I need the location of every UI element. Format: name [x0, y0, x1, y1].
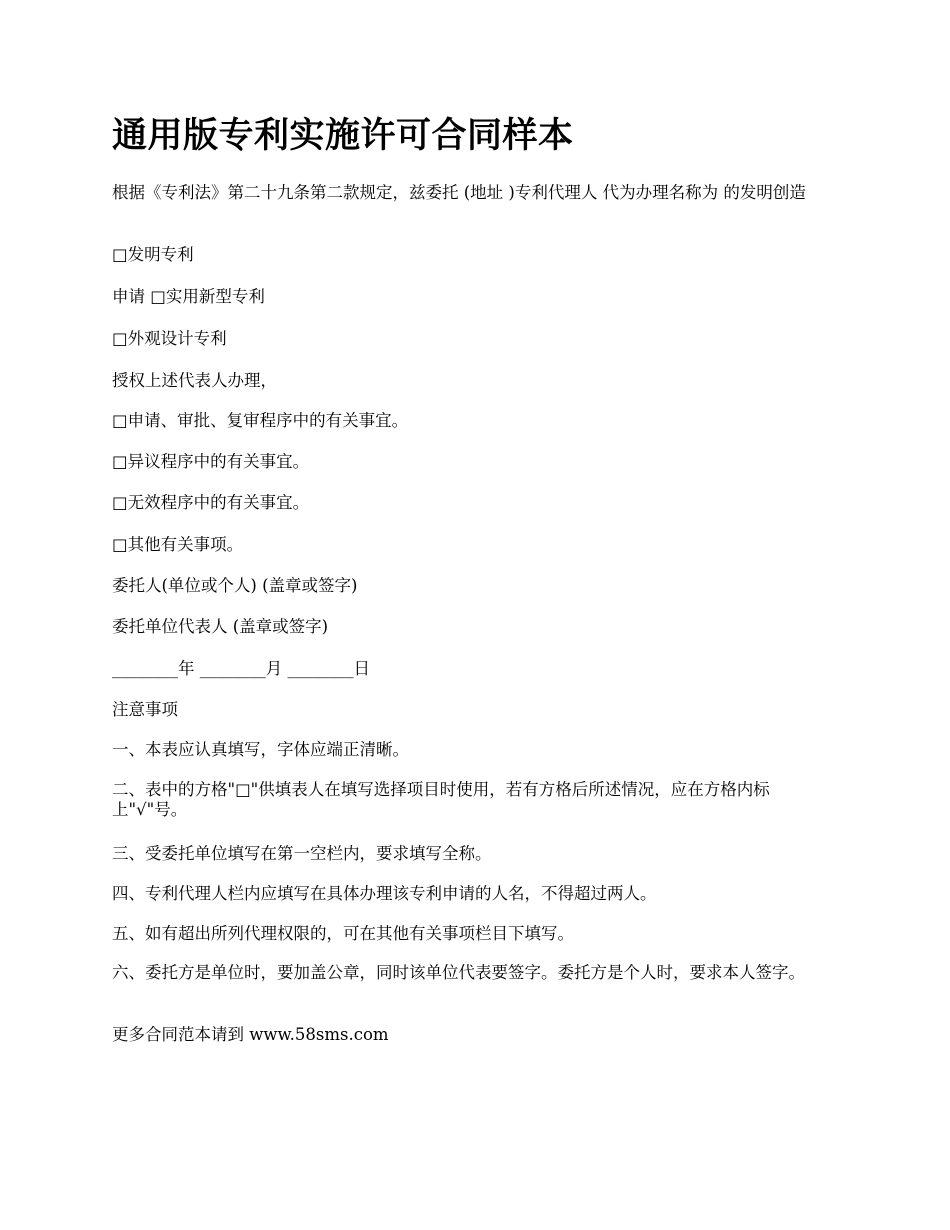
- note-item-6: 六、委托方是单位时，要加盖公章，同时该单位代表要签字。委托方是个人时，要求本人签字。: [112, 963, 805, 982]
- item-other-matters: □其他有关事项。: [112, 535, 244, 554]
- footer-link-text: 更多合同范本请到 www.58sms.com: [112, 1025, 389, 1044]
- option-invention-patent: □发明专利: [112, 245, 194, 264]
- item-application-review: □申请、审批、复审程序中的有关事宜。: [112, 411, 409, 430]
- note-item-1: 一、本表应认真填写，字体应端正清晰。: [112, 740, 409, 759]
- item-opposition: □异议程序中的有关事宜。: [112, 452, 310, 471]
- option-design-patent: □外观设计专利: [112, 329, 227, 348]
- date-line: ________年 ________月 ________日: [112, 659, 370, 678]
- note-item-4: 四、专利代理人栏内应填写在具体办理该专利申请的人名，不得超过两人。: [112, 884, 657, 903]
- notes-heading: 注意事项: [112, 700, 178, 719]
- authorization-statement: 授权上述代表人办理，: [112, 371, 277, 390]
- note-item-5: 五、如有超出所列代理权限的，可在其他有关事项栏目下填写。: [112, 924, 574, 943]
- note-item-2: 二、表中的方格"□"供填表人在填写选择项目时使用，若有方格后所述情况，应在方格内标上"√"号。: [112, 780, 770, 819]
- representative-signature-line: 委托单位代表人 (盖章或签字): [112, 617, 329, 636]
- item-invalidation: □无效程序中的有关事宜。: [112, 493, 310, 512]
- option-utility-model-patent: 申请 □实用新型专利: [112, 287, 265, 306]
- document-title: 通用版专利实施许可合同样本: [112, 116, 574, 156]
- client-signature-line: 委托人(单位或个人) (盖章或签字): [112, 576, 358, 595]
- intro-paragraph: 根据《专利法》第二十九条第二款规定，兹委托 (地址 )专利代理人 代为办理名称为 的发明创造: [112, 183, 806, 202]
- note-item-3: 三、受委托单位填写在第一空栏内，要求填写全称。: [112, 844, 492, 863]
